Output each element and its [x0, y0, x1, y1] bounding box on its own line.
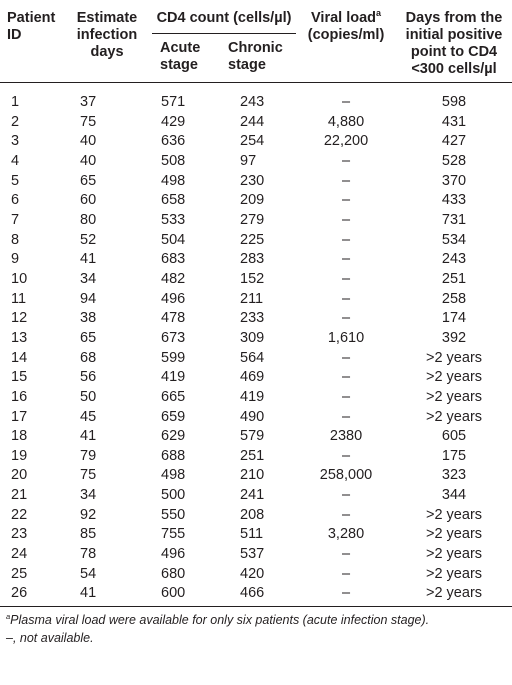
cell-cd4-acute: 478: [161, 310, 186, 327]
cell-viral-load: 22,200: [323, 133, 369, 150]
table-row: [0, 270, 512, 290]
cell-viral-load: –: [341, 152, 351, 169]
footnote-a-text: Plasma viral load were available for only six patients (acute infection stage).: [10, 613, 430, 628]
table-row: [0, 447, 512, 467]
cell-viral-load: –: [341, 290, 351, 307]
cell-days-to-cd4: >2 years: [426, 388, 483, 405]
table-row: [0, 525, 512, 545]
cell-cd4-acute: 533: [161, 211, 186, 228]
cell-estimate-infection-days: 37: [80, 94, 97, 110]
cell-cd4-chronic: 283: [240, 251, 265, 268]
cell-cd4-chronic: 564: [240, 349, 265, 366]
cell-days-to-cd4: 427: [441, 133, 467, 150]
cell-patient-id: 9: [11, 251, 20, 268]
cell-patient-id: 5: [11, 172, 20, 189]
cell-patient-id: 18: [11, 428, 28, 445]
table-row: [0, 427, 512, 447]
cell-cd4-acute: 688: [161, 447, 186, 464]
table-row: [0, 349, 512, 369]
cell-patient-id: 2: [11, 113, 20, 130]
cell-patient-id: 14: [11, 349, 28, 366]
cell-viral-load: 3,280: [327, 526, 365, 543]
cell-cd4-chronic: 537: [240, 546, 265, 563]
table-row: [0, 231, 512, 251]
table-row: [0, 545, 512, 565]
cell-cd4-chronic: 244: [240, 113, 265, 130]
cell-cd4-acute: 498: [161, 172, 186, 189]
cell-cd4-acute: 498: [161, 467, 186, 484]
cell-days-to-cd4: 528: [441, 152, 467, 169]
cell-cd4-chronic: 210: [240, 467, 265, 484]
header-viral-load: [296, 0, 396, 83]
cell-estimate-infection-days: 54: [80, 565, 97, 582]
table-row: [0, 113, 512, 133]
header-days-to-cd4-below-300: Days from the initial positive point to CD4 <300 cells/µl: [396, 0, 512, 83]
cell-viral-load: –: [341, 388, 351, 405]
table-row: [0, 290, 512, 310]
cell-cd4-acute: 550: [161, 506, 186, 523]
footnote-marker-a: a: [376, 8, 382, 18]
cell-viral-load: –: [296, 584, 396, 606]
cell-days-to-cd4: 175: [441, 447, 467, 464]
table-row: [0, 132, 512, 152]
cell-estimate-infection-days: 38: [80, 310, 97, 327]
cell-estimate-infection-days: 79: [80, 447, 97, 464]
cell-cd4-chronic: 511: [240, 526, 264, 543]
cell-estimate-infection-days: 75: [80, 467, 97, 484]
cell-estimate-infection-days: 75: [80, 113, 97, 130]
cell-viral-load: –: [341, 211, 351, 228]
cell-days-to-cd4: 431: [441, 113, 467, 130]
cell-cd4-acute: 665: [161, 388, 186, 405]
cell-patient-id: 1: [11, 94, 20, 110]
cell-cd4-acute: 429: [161, 113, 186, 130]
table-row: [0, 388, 512, 408]
cell-cd4-acute: 500: [161, 487, 186, 504]
table-row: [0, 309, 512, 329]
cell-cd4-acute: 508: [161, 152, 186, 169]
cell-cd4-chronic: 490: [240, 408, 265, 425]
cell-cd4-acute: 496: [161, 290, 186, 307]
cell-viral-load: –: [341, 251, 351, 268]
cell-estimate-infection-days: 78: [80, 546, 97, 563]
cell-patient-id: 16: [11, 388, 28, 405]
cell-estimate-infection-days: 41: [80, 251, 97, 268]
cell-days-to-cd4: 243: [441, 251, 467, 268]
cell-estimate-infection-days: 34: [80, 487, 97, 504]
cell-days-to-cd4: 251: [441, 270, 467, 287]
table-row: [0, 466, 512, 486]
cell-estimate-infection-days: 40: [80, 152, 97, 169]
cell-patient-id: 24: [11, 546, 28, 563]
cell-viral-load: –: [341, 506, 351, 523]
cell-cd4-acute: 636: [161, 133, 186, 150]
cell-days-to-cd4: 433: [441, 192, 467, 209]
table-row: [0, 152, 512, 172]
cell-cd4-chronic: 152: [240, 270, 265, 287]
cell-days-to-cd4: 392: [441, 329, 467, 346]
cell-days-to-cd4: 370: [441, 172, 467, 189]
table-row: [0, 211, 512, 231]
cell-patient-id: 10: [11, 270, 28, 287]
cell-days-to-cd4: >2 years: [426, 349, 483, 366]
table-row: [0, 172, 512, 192]
cell-estimate-infection-days: 45: [80, 408, 97, 425]
cell-cd4-chronic: 420: [240, 565, 265, 582]
header-acute-stage: Acute stage: [152, 34, 214, 83]
cell-cd4-acute: 683: [161, 251, 186, 268]
cell-cd4-acute: 482: [161, 270, 186, 287]
cell-days-to-cd4: 323: [441, 467, 467, 484]
cell-cd4-acute: 496: [161, 546, 186, 563]
cell-patient-id: 17: [11, 408, 28, 425]
cell-patient-id: 13: [11, 329, 28, 346]
header-viral-load-label: Viral load: [311, 10, 377, 26]
cell-days-to-cd4: 534: [441, 231, 467, 248]
cell-days-to-cd4: >2 years: [396, 584, 512, 606]
cell-cd4-acute: 419: [161, 369, 186, 386]
cell-viral-load: –: [341, 369, 351, 386]
cell-viral-load: –: [341, 192, 351, 209]
cell-cd4-acute: 755: [161, 526, 186, 543]
cell-patient-id: 7: [11, 211, 20, 228]
header-cd4-count: CD4 count (cells/µl): [152, 0, 296, 34]
header-patient-id: Patient ID: [0, 0, 62, 83]
cell-cd4-chronic: 309: [240, 329, 265, 346]
cell-viral-load: –: [341, 487, 351, 504]
footnote-a: [6, 611, 512, 629]
cell-cd4-chronic: 254: [240, 133, 265, 150]
table-row: [0, 584, 512, 606]
table-row: [0, 408, 512, 428]
header-chronic-stage: Chronic stage: [214, 34, 296, 83]
cell-cd4-acute: 599: [161, 349, 186, 366]
cell-viral-load: –: [341, 447, 351, 464]
cell-viral-load: –: [341, 565, 351, 582]
table-row: [0, 486, 512, 506]
table-row: [0, 565, 512, 585]
footnote-a-marker: a: [6, 612, 11, 622]
table-row: [0, 368, 512, 388]
cell-estimate-infection-days: 60: [80, 192, 97, 209]
cell-days-to-cd4: >2 years: [426, 565, 483, 582]
cell-patient-id: 22: [11, 506, 28, 523]
cell-patient-id: 12: [11, 310, 28, 327]
cell-estimate-infection-days: 94: [80, 290, 97, 307]
cell-viral-load: 2380: [329, 428, 363, 445]
cell-viral-load: –: [341, 310, 351, 327]
table-row: [0, 191, 512, 211]
cell-days-to-cd4: 344: [441, 487, 467, 504]
cell-days-to-cd4: >2 years: [426, 408, 483, 425]
cell-cd4-acute: 680: [161, 565, 186, 582]
cell-cd4-chronic: 466: [214, 584, 296, 606]
cell-patient-id: 15: [11, 369, 28, 386]
cell-patient-id: 6: [11, 192, 20, 209]
cell-days-to-cd4: 598: [441, 94, 467, 110]
cell-patient-id: 26: [0, 584, 62, 606]
cell-days-to-cd4: >2 years: [426, 526, 483, 543]
cell-patient-id: 25: [11, 565, 28, 582]
cell-viral-load: –: [341, 172, 351, 189]
cell-estimate-infection-days: 40: [80, 133, 97, 150]
cell-viral-load: 1,610: [327, 329, 365, 346]
cell-estimate-infection-days: 80: [80, 211, 97, 228]
table-header: [0, 0, 512, 83]
cell-patient-id: 4: [11, 152, 20, 169]
cell-cd4-chronic: 211: [240, 290, 264, 307]
cell-patient-id: 23: [11, 526, 28, 543]
cell-cd4-acute: 673: [161, 329, 186, 346]
cell-estimate-infection-days: 65: [80, 172, 97, 189]
cell-cd4-chronic: 419: [240, 388, 265, 405]
cell-estimate-infection-days: 41: [62, 584, 152, 606]
table-body: [0, 83, 512, 607]
cell-viral-load: –: [341, 349, 351, 366]
cell-estimate-infection-days: 52: [80, 231, 97, 248]
cell-cd4-chronic: 243: [240, 94, 265, 110]
header-estimate-infection-days: Estimate infection days: [62, 0, 152, 83]
cell-estimate-infection-days: 56: [80, 369, 97, 386]
cell-days-to-cd4: >2 years: [426, 506, 483, 523]
cell-estimate-infection-days: 65: [80, 329, 97, 346]
cell-days-to-cd4: 605: [441, 428, 467, 445]
cell-viral-load: –: [341, 546, 351, 563]
table-footnotes: [0, 611, 512, 647]
cell-cd4-chronic: 97: [240, 152, 257, 169]
cell-viral-load: 4,880: [327, 113, 365, 130]
cell-cd4-acute: 504: [161, 231, 186, 248]
cell-cd4-chronic: 209: [240, 192, 265, 209]
cell-cd4-chronic: 233: [240, 310, 265, 327]
cell-viral-load: –: [341, 231, 351, 248]
cell-patient-id: 19: [11, 447, 28, 464]
cell-estimate-infection-days: 41: [80, 428, 97, 445]
cell-estimate-infection-days: 92: [80, 506, 97, 523]
cell-viral-load: 258,000: [319, 467, 373, 484]
cell-cd4-acute: 629: [161, 428, 186, 445]
cell-days-to-cd4: 174: [441, 310, 467, 327]
cell-cd4-chronic: 208: [240, 506, 265, 523]
cell-cd4-chronic: 225: [240, 231, 265, 248]
table-row: [0, 250, 512, 270]
cell-estimate-infection-days: 85: [80, 526, 97, 543]
cell-viral-load: –: [341, 408, 351, 425]
cell-days-to-cd4: >2 years: [426, 369, 483, 386]
cell-cd4-acute: 658: [161, 192, 186, 209]
cell-estimate-infection-days: 50: [80, 388, 97, 405]
cell-cd4-chronic: 241: [240, 487, 265, 504]
cell-estimate-infection-days: 34: [80, 270, 97, 287]
table-row: [0, 83, 512, 113]
footnote-dash: –, not available.: [6, 631, 94, 646]
cell-patient-id: 21: [11, 487, 28, 504]
cell-cd4-chronic: 279: [240, 211, 265, 228]
cell-patient-id: 11: [11, 290, 27, 307]
cell-cd4-chronic: 251: [240, 447, 265, 464]
cell-cd4-chronic: 579: [240, 428, 265, 445]
cell-cd4-chronic: 230: [240, 172, 265, 189]
cell-estimate-infection-days: 68: [80, 349, 97, 366]
cell-viral-load: –: [341, 94, 351, 110]
cell-cd4-acute: 659: [161, 408, 186, 425]
cell-patient-id: 3: [11, 133, 20, 150]
cell-cd4-acute: 571: [161, 94, 186, 110]
header-viral-load-units: (copies/ml): [307, 27, 385, 43]
table-row: [0, 506, 512, 526]
cell-cd4-acute: 600: [152, 584, 214, 606]
table-row: [0, 329, 512, 349]
cell-days-to-cd4: >2 years: [426, 546, 483, 563]
cell-cd4-chronic: 469: [240, 369, 265, 386]
cell-viral-load: –: [341, 270, 351, 287]
cell-days-to-cd4: 731: [441, 211, 467, 228]
cell-patient-id: 20: [11, 467, 28, 484]
cell-days-to-cd4: 258: [441, 290, 467, 307]
cell-patient-id: 8: [11, 231, 20, 248]
